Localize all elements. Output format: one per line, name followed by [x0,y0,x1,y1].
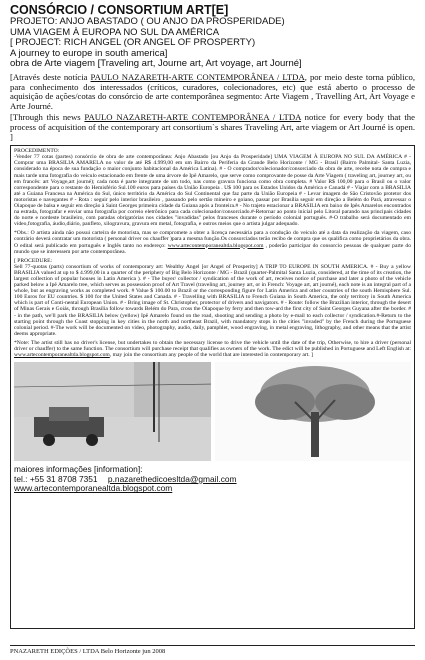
procedure-heading-pt: PROCEDIMENTO: [14,148,60,155]
footer-divider [10,645,415,646]
intro-pt-before: [Através deste notícia [10,71,91,82]
note-after: , may join the consortium any people of the world that are interested in contemporary art. ] [109,352,313,359]
procedure-note [14,340,411,358]
procedure-box [10,145,415,629]
project-line-3: [ PROJECT: RICH ANGEL (OR ANGEL OF PROSPERTY) [10,37,256,49]
obs-after: , poderão participar do consorcio pessoas de qualquer parte do mundo que se interessem por arte contemporânea. [14,242,411,255]
footer: PNAZARETH EDIÇÕES / LTDA Belo Horizonte jun 2008 [10,648,166,655]
tree-photo [215,362,412,461]
intro-pt-after: , por meio deste torna público, para conhecimento dos interessados (críticos, curadores, colecionadores, etc) que está aberto o processo de aquisição de ações/cotas do consórcio de arte contemporânea segmento: Arte Viagem , Travelling Art, Art Voyage e Arte Journé. [10,71,415,111]
tree-photo-svg [215,362,412,461]
site-link[interactable]: www.artecontemporanealtda.blogspot.com [14,483,173,494]
intro-en-after: notice for every body that the process of acquisition of the contemporary art consortium`s shares Traveling Art, arte viagem or Art Journé is open. ] [10,112,415,142]
car-photo [14,362,211,461]
poster [10,4,415,656]
project-line-4: A journey to europe in south america] [10,47,168,59]
intro-en-link[interactable]: PAULO NAZARETH-ARTE CONTEMPORÂNEA / LTDA [84,112,301,123]
contact-row [14,475,411,494]
email-link[interactable]: p.nazarethedicoesltda@gmail.com [107,473,237,484]
project-line-2: UMA VIAGEM À EUROPA NO SUL DA AMÉRICA [10,26,220,38]
photos-row [14,362,411,461]
procedure-heading-en: [ PROCEDURE: [14,257,53,264]
note-text: *Note: The artist still has no driver's license, but undertakes to obtain the necessary license to drive the vehicle until the date of the trip, Otherwise, to hire a driver (personal driver or chauffer) to the same function. The consortium will purchase receipt that qualifies as owners of the work. The edict will be published in Portuguese and Left English at: [14,339,411,353]
phone: tel.: +55 31 8708 7351 [14,473,98,484]
procedure-text-pt: -Vender 77 cotas (partes) consórcio de obra de arte contemporânea: Anjo Abastado [ou Anjo da Prosperidade] UMA VIAGEM À EUROPA NO SUL DA AMÉRICA # - Comprar uma BRASILIA AMARELA no valor de até R$ 4.999,00 em um Bairro da Periferia da Grande Belo Horizonte / MG - Brasil (Bairro Palmital- Santa Luzia, considerado na época de sua fundação o maior conjunto habitacional da América Latina). # - O comprador/colecionador/consorciado da obra de arte, recebe nota de compra e mais tarde uma fotografia do veículo estacionado em frente de uma árvore de Ipê Amarelo, que serve como comprovante de posse da Arte Viagem ( traveling art, journey art, ou em francês: art Voyage,art journé); cada nota é parte integrante de um todo, nas como gravura funciona como obra completa. # Valor R$ 100,00 para o Brasil ou o valor correspondente para o restante do Hemisfério Sul.100 euros para países da União Europeia . U$ 100 para os Estados Unidos da América e Canadá # - Viajar com a BRASILIA até a Guiana Francesa na América do Sul, único território da América do Sul Continental que faz parte da União Europeia # - Levar imagem de São Cristovão protetor dos motoristas e navegantes # - Rota : seguir pelo interior brasileiro , passando pelo sertão mineiro e goiano, passar por Brasília seguir em direção a Belém do Pará, atravessar o Oiapoque de balsa e seguir em direção à Saint Georges primeira cidade da Guiana após a fronteira.# - No trajeto estacionar a BRASILIA em baixo de Ipês Amarelos encontrados na estrada, fotografar e enviar uma fotografia por correio eletrônico para cada colecionador/consorciado.#-Retornar ao ponto inicial pelo Litoral parando nas principais cidades do norte e nordeste brasileiro, com paradas obrigatórias nos cidades "invadidas" pelos franceses durante o período colonial português. #-O trabalho será documentado em vídeo,fotografia, áudio,diário, panfleto, xilogravura, gravura em metal, fotografia, e outros meios que o artista julgar adequado. [14,154,411,228]
intro-pt [10,73,415,111]
procedure-text-en: Sell 77-quotas (parts) consortium of works of contemporary art: Wealthy Angel [or Angel of Prosperity] A TRIP TO EUROPE IN SOUTH AMERICA. # - Buy a yellow BRASILIA valued at up to $ 4.999,00 in a quarter of the periphery of Big Belo Horizonte / MG - Brazil (quarter-Palmital Santa Luzia, considered, at the time of its creation, the largest collection of popular houses in Latin America ). # - The buyer/ collector / syndication of the work of art, receives notice of purchase and later a photo of the vehicle parked below a Ipê Amarelo tree, which serves as possession proof of Art Travel (traveling art, journey art, or in French: Voyage art, art journé), each note is an integral part of a whole, but as engraving works as completed work. # Value $ 100.00 to Brazil or the corresponding figure for Latin America and other countries of the south Hemisphere Sul. 100 Euros for EU countries. $ 100 for the United States and Canada. # - Travelling with BRASILIA to French Guiana in South America, the only territory in South America which is part of Conti-nental European Union. # - Bring image of St. Christopher, protector of drivers and navigators. # - Route: follow the Brazilian interior, through the desert of Minas Gerais e Goiás, through Brasília follow towards Belém do Para, cross the Oiapoque by ferry and then tow-ard the first city of Saint Georges Guyana after the border. # - in the path, we'll park the BRASILIA below (yellow) Ipê Amarelo found on the road, shooting and sending a photo by e-mail to each collector / syndication.#-Return to the starting point through the Coast stopping in key cities in the north and northeast Brazil, with mandatory stops in the cities "invaded" by the French during the Portuguese colonial period. #-The work will be documented on video, photography, audio, daily, pamphlet, wood engraving, in metal engraving, lithography, and other means that the artist deems appropriate. [14,263,411,337]
obs-text: *Obs.: O artista ainda não possui carteira de motorista, mas se compromete a obter a licença necessária para a condução do veículo até a data da realização da viagem, caso contrário deverá contratar um motorista ( personal driver ou chauffer )para a mesma função.Os consorciados terão recibo de compra que os qualifica como proprietários da obra. O edital será publicado em português e Inglês tanto no endereço: [14,230,411,249]
page-title: CONSÓRCIO / CONSORTIUM ART[E] [10,3,229,17]
intro-en-before: [Through this news [10,112,85,123]
note-link[interactable]: www.artecontemporanealtda.blogspot.com [14,352,110,359]
obs-link[interactable]: www.artecontemporanealtda.blogspot.com [167,242,264,249]
procedure-obs [14,230,411,254]
intro-en [10,113,415,142]
project-line-1: PROJETO: ANJO ABASTADO ( OU ANJO DA PROSPERIDADE) [10,16,285,27]
intro-pt-link[interactable]: PAULO NAZARETH-ARTE CONTEMPORÂNEA / LTDA [90,71,305,82]
car-photo-svg [14,362,211,461]
project-line-5: obra de Arte viagem [Traveling art, Journe art, Art voyage, art Journé] [10,58,302,70]
contact-label: maiores informações [information]: [14,464,143,475]
contact-block [14,465,411,494]
